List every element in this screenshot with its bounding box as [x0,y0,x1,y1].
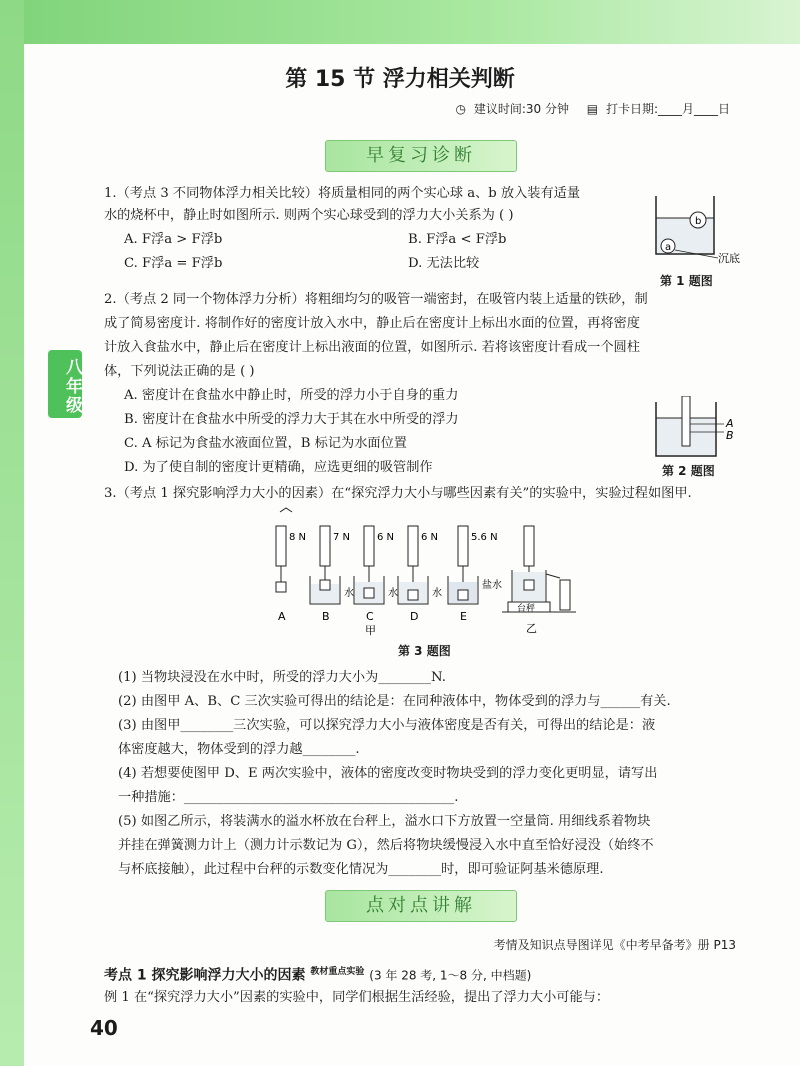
setup-c-spring-scale [364,526,374,566]
q2-line-4: 体，下列说法正确的是 ( ) [104,364,255,379]
q1-sink-label: 沉底 [718,252,740,264]
setup-b-letter: B [322,610,330,623]
q2-line-1: 2.（考点 2 同一个物体浮力分析）将粗细均匀的吸管一端密封，在吸管内装上适量的铁砂，制 [104,292,648,307]
q3-part-4-line-2: 一种措施：_________________________________________. [118,790,459,805]
section-explain: 点对点讲解 [325,890,517,922]
setup-b-liquid: 水 [344,588,354,599]
setup-a-reading: 8 N [289,532,307,543]
group-jia-label: 甲 [365,624,376,637]
q1-figure [648,192,748,264]
q2-figure [652,396,748,462]
setup-yi-spring-scale [524,526,534,566]
setup-d-letter: D [410,610,419,623]
q2-line-2: 成了简易密度计. 将制作好的密度计放入水中，静止后在密度计上标出水面的位置，再将密度 [104,316,640,331]
setup-yi [502,526,576,635]
setup-b-block [320,580,330,590]
setup-c-letter: C [366,610,374,623]
setup-b-reading: 7 N [333,532,351,543]
q1-label-b: b [695,216,702,227]
q3-caption: 第 3 题图 [398,644,451,658]
setup-a-spring-scale [276,526,286,566]
setup-a-block [276,582,286,592]
grade-tab: 八年级 [48,350,82,418]
setup-e-block [458,590,468,600]
q3-part-5-line-3: 与杯底接触），此过程中台秤的示数变化情况为________时，即可验证阿基米德原理. [118,862,604,877]
q1-line-2: 水的烧杯中，静止时如图所示. 则两个实心球受到的浮力大小关系为 ( ) [104,208,514,223]
q2-option-d: D. 为了使自制的密度计更精确，应选更细的吸管制作 [124,460,433,475]
topic-heading [104,962,531,986]
checkin-date: 打卡日期:____月____日 [605,102,730,116]
green-side-band [0,0,24,1066]
q2-straw [682,396,690,446]
setup-e-reading: 5.6 N [471,532,498,543]
topic-meta: (3 年 28 考, 1～8 分, 中档题) [369,968,532,983]
section-review: 早复习诊断 [325,140,517,172]
setup-d-liquid: 水 [432,588,442,599]
measuring-cylinder [560,580,570,610]
q3-part-5-line-1: (5) 如图乙所示，将装满水的溢水杯放在台秤上，溢水口下方放置一空量筒. 用细线系着物块 [118,814,651,829]
q3-intro: 3.（考点 1 探究影响浮力大小的因素）在“探究浮力大小与哪些因素有关”的实验中，实验过程如图甲. [104,486,692,501]
scale-label: 台秤 [517,604,536,614]
page-title: 第 15 节 浮力相关判断 [285,67,515,92]
q2-caption: 第 2 题图 [662,464,715,478]
setup-d-spring-scale [408,526,418,566]
q2-option-b: B. 密度计在食盐水中所受的浮力大于其在水中所受的浮力 [124,412,459,427]
example-1: 例 1 在“探究浮力大小”因素的实验中，同学们根据生活经验，提出了浮力大小可能与： [104,990,610,1005]
topic-label: 考点 1 探究影响浮力大小的因素 [104,967,306,984]
q2-label-b: B [726,429,734,442]
q3-part-2: (2) 由图甲 A、B、C 三次实验可得出的结论是：在同种液体中，物体受到的浮力与______有关. [118,694,671,709]
clock-icon: ◷ [455,102,466,116]
setup-b [310,526,354,623]
setup-d-block [408,590,418,600]
setup-d [398,526,442,623]
q3-part-3-line-1: (3) 由图甲________三次实验，可以探究浮力大小与液体密度是否有关，可得出的结论是：液 [118,718,656,733]
q3-figure [262,506,582,642]
setup-e-liquid: 盐水 [482,580,502,591]
q3-part-4-line-1: (4) 若想要使图甲 D、E 两次实验中，液体的密度改变时物块受到的浮力变化更明显，请写出 [118,766,658,781]
q2-option-c: C. A 标记为食盐水液面位置，B 标记为水面位置 [124,436,407,451]
group-yi-label: 乙 [526,622,537,635]
q1-option-d: D. 无法比较 [408,256,480,271]
q1-label-a: a [665,242,672,253]
setup-b-spring-scale [320,526,330,566]
topic-tag: 教材重点实验 [310,967,365,977]
setup-c-reading: 6 N [377,532,395,543]
q1-option-b: B. F浮a < F浮b [408,232,507,247]
setup-c [354,526,398,637]
overflow-spout [546,574,560,578]
q3-part-5-line-2: 并挂在弹簧测力计上（测力计示数记为 G），然后将物块缓慢浸入水中直至恰好浸没（始终不 [118,838,654,853]
q2-option-a: A. 密度计在食盐水中静止时，所受的浮力小于自身的重力 [124,388,459,403]
setup-e [448,526,502,623]
q3-part-1: (1) 当物块浸没在水中时，所受的浮力大小为________N. [118,670,446,685]
setup-a [276,508,306,623]
q1-caption: 第 1 题图 [660,274,713,288]
green-header-band [0,0,800,44]
setup-e-spring-scale [458,526,468,566]
suggested-time: 建议时间:30 分钟 [473,102,569,116]
q1-option-c: C. F浮a = F浮b [124,256,223,271]
q1-line-1: 1.（考点 3 不同物体浮力相关比较）将质量相同的两个实心球 a、b 放入装有适量 [104,186,581,201]
setup-a-hook [280,508,292,512]
q3-part-3-line-2: 体密度越大，物体受到的浮力越________. [118,742,360,757]
reference-note: 考情及知识点导图详见《中考早备考》册 P13 [493,938,736,952]
q1-option-a: A. F浮a > F浮b [124,232,223,247]
setup-yi-block [524,580,534,590]
q2-line-3: 计放入食盐水中，静止后在密度计上标出液面的位置，如图所示. 若将该密度计看成一个圆柱 [104,340,640,355]
setup-c-liquid: 水 [388,588,398,599]
setup-d-reading: 6 N [421,532,439,543]
page-number: 40 [90,1016,118,1040]
setup-e-letter: E [460,610,467,623]
setup-a-letter: A [278,610,286,623]
setup-c-block [364,588,374,598]
q2-label-a: A [726,417,734,430]
calendar-icon: ▤ [586,102,599,116]
header-meta [442,100,731,117]
